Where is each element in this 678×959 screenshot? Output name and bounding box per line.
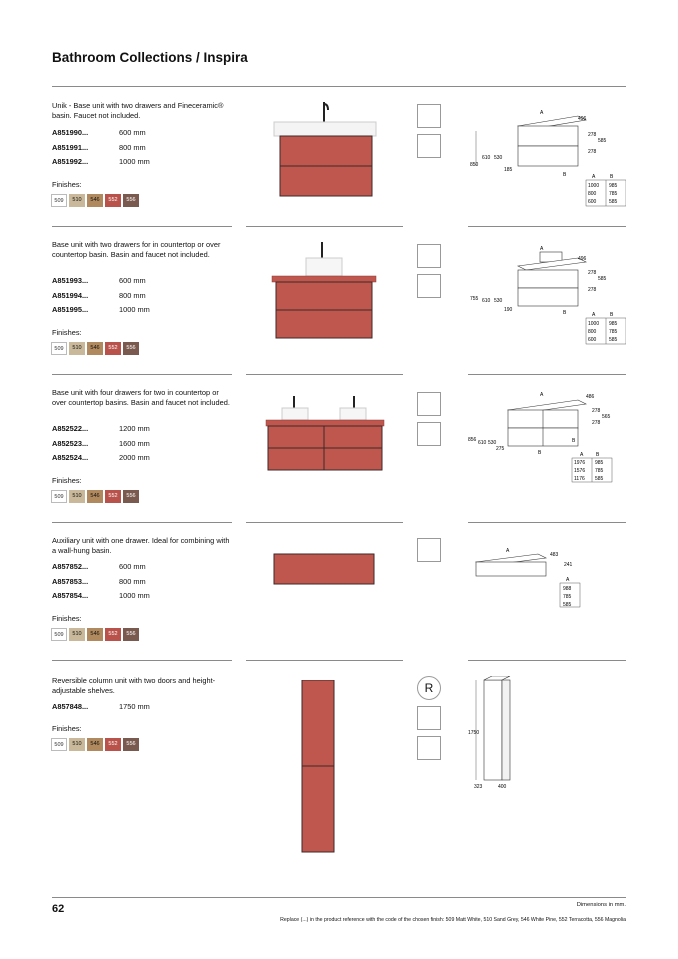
product-section-3 (0, 374, 678, 522)
svg-text:A: A (540, 392, 544, 398)
column-rule (246, 660, 403, 661)
finish-swatches (51, 342, 141, 355)
swatch-556: 556 (123, 628, 139, 641)
svg-text:A: A (540, 246, 544, 252)
svg-text:496: 496 (578, 256, 587, 262)
reference-row: A851994... 800 mm (52, 290, 146, 300)
swatch-510: 510 (69, 490, 85, 503)
icon-column (417, 538, 443, 568)
svg-text:610: 610 (478, 440, 487, 446)
wall-hung-icon (417, 244, 441, 268)
reference-row: A851993... 600 mm (52, 276, 146, 285)
icon-column (417, 244, 443, 304)
svg-text:A: A (592, 312, 596, 318)
svg-text:496: 496 (578, 116, 587, 122)
finishes-label: Finishes: (52, 724, 82, 733)
reference-row: A851990... 600 mm (52, 128, 146, 137)
swatch-552: 552 (105, 490, 121, 503)
reversible-icon: R (417, 676, 441, 700)
reference-list (52, 274, 150, 318)
swatch-556: 556 (123, 342, 139, 355)
reference-row: A857848... 1750 mm (52, 702, 150, 711)
dimensions-note: Dimensions in mm. (576, 902, 626, 908)
finishes-label: Finishes: (52, 180, 82, 189)
swatch-546: 546 (87, 194, 103, 207)
finish-swatches (51, 738, 141, 751)
svg-text:585: 585 (598, 276, 607, 282)
swatch-510: 510 (69, 194, 85, 207)
basin-faucet-icon (417, 134, 441, 158)
product-description: Auxiliary unit with one drawer. Ideal for combining with a wall-hung basin. (52, 536, 230, 555)
wall-hung-icon (417, 104, 441, 128)
svg-text:985: 985 (609, 183, 618, 189)
product-description: Unik - Base unit with two drawers and Fineceramic® basin. Faucet not included. (52, 101, 224, 120)
svg-text:988: 988 (563, 586, 572, 592)
product-photo (246, 384, 403, 484)
swatch-509: 509 (51, 194, 67, 207)
reference-row: A857853... 800 mm (52, 576, 146, 586)
finish-swatches (51, 490, 141, 503)
svg-text:785: 785 (609, 191, 618, 197)
footer-note: Replace (...) in the product reference with the code of the chosen finish: 509 Matt White, 510 Sand Grey, 546 White Pine, 552 Terracotta, 556 Magnolia (280, 917, 626, 923)
door-swing-icon (417, 706, 441, 730)
column-rule (246, 374, 403, 375)
finishes-label: Finishes: (52, 614, 82, 623)
column-rule (468, 226, 626, 227)
technical-drawing (468, 676, 626, 796)
column-rule (468, 86, 626, 87)
product-description: Base unit with two drawers for in countertop or over countertop basin. Basin and faucet not included. (52, 240, 221, 259)
column-rule (246, 226, 403, 227)
swatch-556: 556 (123, 490, 139, 503)
svg-text:A: A (580, 452, 584, 458)
product-photo (246, 236, 403, 356)
svg-text:278: 278 (588, 149, 597, 155)
reference-list (52, 126, 150, 170)
swatch-552: 552 (105, 628, 121, 641)
reference-row: A857852... 600 mm (52, 562, 146, 571)
swatch-510: 510 (69, 738, 85, 751)
svg-text:275: 275 (496, 446, 505, 452)
svg-text:600: 600 (588, 337, 597, 343)
product-photo (246, 542, 403, 602)
svg-text:1976: 1976 (574, 460, 586, 466)
reference-row: A851995... 1000 mm (52, 305, 150, 314)
swatch-556: 556 (123, 194, 139, 207)
svg-text:B: B (596, 452, 600, 458)
product-description: Reversible column unit with two doors and height-adjustable shelves. (52, 676, 216, 695)
svg-text:530: 530 (494, 298, 503, 304)
svg-text:B: B (563, 172, 567, 178)
swatch-556: 556 (123, 738, 139, 751)
reference-row: A852524... 2000 mm (52, 453, 150, 462)
column-rule (246, 522, 403, 523)
swatch-509: 509 (51, 628, 67, 641)
svg-text:785: 785 (595, 468, 604, 474)
icon-column (417, 392, 443, 452)
basin-faucet-icon (417, 274, 441, 298)
svg-text:B: B (538, 450, 542, 456)
column-rule (468, 374, 626, 375)
technical-drawing (468, 388, 626, 483)
svg-text:278: 278 (592, 420, 601, 426)
svg-text:800: 800 (588, 191, 597, 197)
svg-text:A: A (566, 577, 570, 583)
svg-text:785: 785 (563, 594, 572, 600)
svg-text:610: 610 (482, 155, 491, 161)
column-rule (468, 660, 626, 661)
svg-text:B: B (563, 310, 567, 316)
svg-text:1000: 1000 (588, 183, 600, 189)
svg-text:486: 486 (586, 394, 595, 400)
product-section-4 (0, 522, 678, 660)
svg-text:985: 985 (595, 460, 604, 466)
swatch-552: 552 (105, 194, 121, 207)
svg-text:1576: 1576 (574, 468, 586, 474)
svg-text:A: A (540, 110, 544, 116)
svg-text:585: 585 (609, 199, 618, 205)
reference-row: A857854... 1000 mm (52, 591, 150, 600)
reference-list (52, 700, 150, 715)
svg-text:A: A (506, 548, 510, 554)
svg-text:241: 241 (564, 562, 573, 568)
svg-text:565: 565 (602, 414, 611, 420)
svg-text:585: 585 (595, 476, 604, 482)
technical-drawing (468, 546, 626, 612)
svg-text:530: 530 (488, 440, 497, 446)
svg-text:323: 323 (474, 784, 483, 790)
wall-hung-icon (417, 392, 441, 416)
finishes-label: Finishes: (52, 476, 82, 485)
technical-drawing (468, 106, 626, 211)
svg-text:B: B (610, 174, 614, 180)
icon-column (417, 104, 443, 164)
swatch-552: 552 (105, 738, 121, 751)
finish-swatches (51, 628, 141, 641)
column-rule (468, 522, 626, 523)
technical-drawing (468, 244, 626, 349)
svg-text:1000: 1000 (588, 321, 600, 327)
svg-text:B: B (572, 438, 576, 444)
svg-text:278: 278 (588, 132, 597, 138)
column-rule (246, 86, 403, 87)
finish-swatches (51, 194, 141, 207)
wall-hung-icon (417, 538, 441, 562)
reference-row: A852523... 1600 mm (52, 438, 150, 448)
adjustable-shelf-icon (417, 736, 441, 760)
icon-column (417, 676, 443, 766)
reference-row: A852522... 1200 mm (52, 424, 150, 433)
swatch-552: 552 (105, 342, 121, 355)
finishes-label: Finishes: (52, 328, 82, 337)
basin-faucet-icon (417, 422, 441, 446)
reference-row: A851992... 1000 mm (52, 157, 150, 166)
swatch-510: 510 (69, 342, 85, 355)
product-photo (246, 680, 403, 858)
swatch-509: 509 (51, 738, 67, 751)
svg-text:985: 985 (609, 321, 618, 327)
svg-text:856: 856 (468, 437, 477, 443)
svg-text:585: 585 (598, 138, 607, 144)
product-description: Base unit with four drawers for two in countertop or over countertop basins. Basin and faucet not included. (52, 388, 230, 407)
svg-text:850: 850 (470, 162, 479, 168)
svg-text:585: 585 (609, 337, 618, 343)
svg-text:610: 610 (482, 298, 491, 304)
product-section-5 (0, 660, 678, 860)
svg-text:585: 585 (563, 602, 572, 608)
svg-text:755: 755 (470, 296, 479, 302)
reference-list (52, 560, 150, 604)
page-title: Bathroom Collections / Inspira (52, 50, 248, 65)
svg-text:785: 785 (609, 329, 618, 335)
reference-list (52, 422, 150, 466)
svg-text:A: A (592, 174, 596, 180)
product-section-2 (0, 226, 678, 374)
swatch-546: 546 (87, 342, 103, 355)
svg-text:185: 185 (504, 167, 513, 173)
footer-rule (52, 897, 626, 898)
svg-text:278: 278 (588, 287, 597, 293)
swatch-546: 546 (87, 738, 103, 751)
svg-text:1176: 1176 (574, 476, 585, 482)
svg-text:278: 278 (588, 270, 597, 276)
svg-text:530: 530 (494, 155, 503, 161)
svg-text:600: 600 (588, 199, 597, 205)
swatch-546: 546 (87, 490, 103, 503)
product-photo (246, 94, 403, 214)
swatch-510: 510 (69, 628, 85, 641)
svg-text:190: 190 (504, 307, 513, 313)
swatch-509: 509 (51, 490, 67, 503)
product-section-1 (0, 86, 678, 226)
svg-text:1750: 1750 (468, 730, 480, 736)
reference-row: A851991... 800 mm (52, 142, 146, 152)
svg-text:400: 400 (498, 784, 507, 790)
swatch-509: 509 (51, 342, 67, 355)
swatch-546: 546 (87, 628, 103, 641)
svg-text:278: 278 (592, 408, 601, 414)
svg-text:800: 800 (588, 329, 597, 335)
svg-text:483: 483 (550, 552, 559, 558)
svg-text:B: B (610, 312, 614, 318)
page-number: 62 (52, 903, 65, 915)
